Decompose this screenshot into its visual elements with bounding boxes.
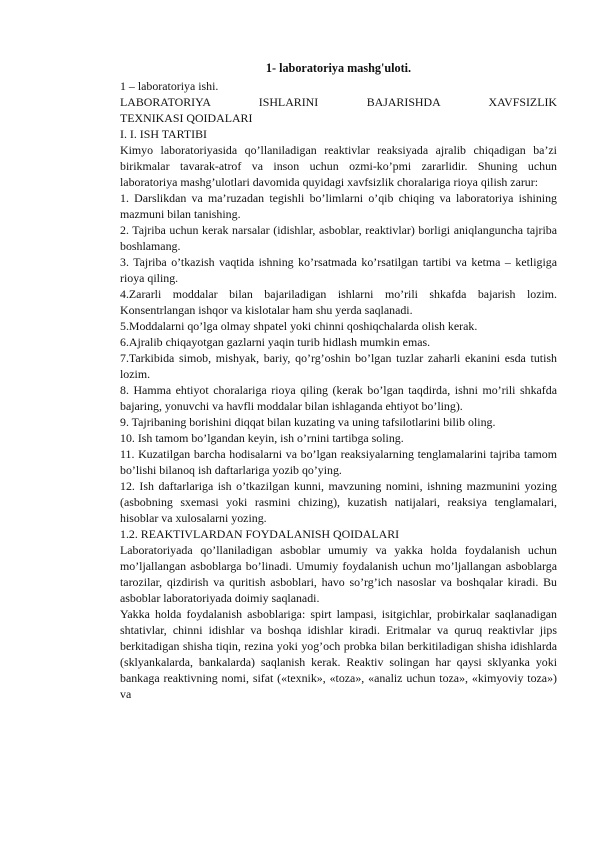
- rule-item: 1. Darslikdan va ma’ruzadan tegishli bo’limlarni o’qib chiqing va laboratoriya ishining mazmuni bilan tanishing.: [120, 191, 557, 221]
- document-title: 1- laboratoriya mashg'uloti.: [265, 61, 412, 75]
- rule-item: 5.Moddalarni qo’lga olmay shpatel yoki chinni qoshiqchalarda olish kerak.: [120, 319, 478, 333]
- rule-item: 7.Tarkibida simob, mishyak, bariy, qo’rg’oshin bo’lgan tuzlar zaharli ekanini esda tutish lozim.: [120, 351, 557, 381]
- rule-item: 8. Hamma ehtiyot choralariga rioya qiling (kerak bo’lgan taqdirda, ishni mo’rili shkafda bajaring, yonuvchi va havfli moddalar bilan ishlaganda ehtiyot bo’ling).: [120, 383, 557, 413]
- rule-item: 4.Zararli moddalar bilan bajariladigan ishlarni mo’rili shkafda bajarish lozim. Konsentrlangan ishqor va kislotalar ham shu yerda saqlanadi.: [120, 287, 557, 317]
- intro-paragraph: Kimyo laboratoriyasida qo’llaniladigan reaktivlar reaksiyada ajralib chiqadigan ba’zi birikmalar tavarak-atrof va inson uchun ozmi-ko’pmi zararlidir. Shuning uchun laboratoriya mashg’ulotlari davomida quyidagi xavfsizlik choralariga rioya qilish zarur:: [120, 143, 557, 189]
- paragraph-individual-equipment: Yakka holda foydalanish asboblariga: spirt lampasi, isitgichlar, probirkalar saqlanadigan shtativlar, chinni idishlar va boshqa idishlar kiradi. Eritmalar va quruq reaktivlar jips berkitadigan shisha tiqin, rezina yoki yog’och probka bilan berkitiladigan shisha idishlarda (sklyankalarda, bankalarda) saqlanish kerak. Reaktiv solingan har qaysi sklyanka yoki bankaga reaktivning nomi, sifat («texnik», «toza», «analiz uchun toza», «kimyoviy toza») va: [120, 607, 557, 701]
- heading-line-1: LABORATORIYA ISHLARINI BAJARISHDA XAVFSIZLIK: [120, 95, 557, 109]
- section-heading-reagents: 1.2. REAKTIVLARDAN FOYDALANISH QOIDALARI: [120, 527, 400, 541]
- rule-item: 12. Ish daftarlariga ish o’tkazilgan kunni, mavzuning nomini, ishning mazmunini yozing (asbobning sxemasi yoki rasmini chizing), kuzatish natijalari, reaksiya tenglamalari, hisoblar va xulosalarni yozing.: [120, 479, 557, 525]
- rule-item: 2. Tajriba uchun kerak narsalar (idishlar, asboblar, reaktivlar) borligi aniqlanguncha tajriba boshlamang.: [120, 223, 557, 253]
- lab-work-number: 1 – laboratoriya ishi.: [120, 79, 219, 93]
- rule-item: 3. Tajriba o’tkazish vaqtida ishning ko’rsatmada ko’rsatilgan tartibi va ketma – ketligiga rioya qiling.: [120, 255, 557, 285]
- rule-item: 9. Tajribaning borishini diqqat bilan kuzating va uning tafsilotlarini bilib oling.: [120, 415, 496, 429]
- paragraph-equipment: Laboratoriyada qo’llaniladigan asboblar umumiy va yakka holda foydalanish uchun mo’ljallangan asboblarga bo’linadi. Umumiy foydalanish uchun mo’ljallangan asboblarga tarozilar, qizdirish va quritish asboblari, havo so’rg’ich nasoslar va boshqalar kiradi. Bu asboblar laboratoriyada doimiy saqlanadi.: [120, 543, 557, 605]
- rule-item: 10. Ish tamom bo’lgandan keyin, ish o’rnini tartibga soling.: [120, 431, 404, 445]
- rule-item: 11. Kuzatilgan barcha hodisalarni va bo’lgan reaksiyalarning tenglamalarini tajriba tamom bo’lishi bilanoq ish daftarlariga yozib qo’ying.: [120, 447, 557, 477]
- rule-item: 6.Ajralib chiqayotgan gazlarni yaqin turib hidlash mumkin emas.: [120, 335, 431, 349]
- section-heading-work-order: I. I. ISH TARTIBI: [120, 127, 207, 141]
- heading-line-2: TEXNIKASI QOIDALARI: [120, 111, 253, 125]
- document-page: [120, 60, 557, 702]
